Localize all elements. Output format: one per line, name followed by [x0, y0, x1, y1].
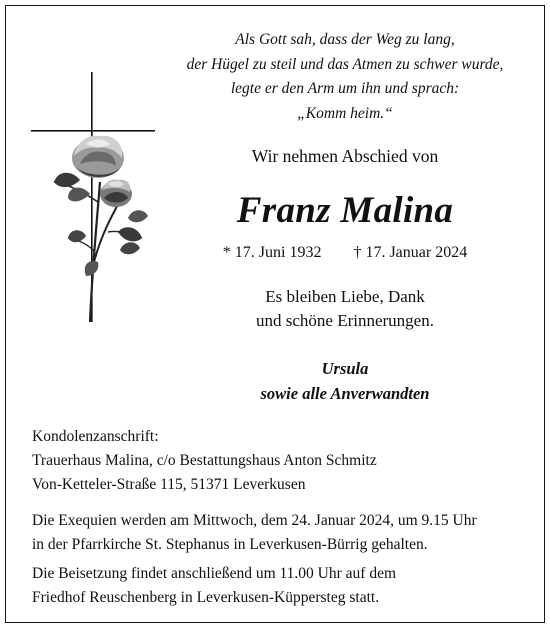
cross-with-roses-illustration — [28, 72, 158, 322]
mourners — [160, 356, 530, 406]
farewell-intro: Wir nehmen Abschied von — [251, 146, 439, 166]
exequies-line: Die Exequien werden am Mittwoch, dem 24. Januar 2024, um 9.15 Uhr — [32, 512, 477, 529]
poem-line: „Komm heim.“ — [297, 104, 393, 122]
mourner-line: Ursula — [321, 359, 369, 378]
mourner-line: sowie alle Anverwandten — [260, 384, 430, 403]
poem-line: legte er den Arm um ihn und sprach: — [230, 80, 460, 97]
remembrance-text — [160, 285, 530, 333]
burial-info — [32, 562, 532, 610]
condolence-address — [32, 425, 532, 497]
remembrance-line: Es bleiben Liebe, Dank — [265, 287, 425, 306]
deceased-name: Franz Malina — [236, 190, 454, 231]
burial-line: Friedhof Reuschenberg in Leverkusen-Küppersteg statt. — [32, 589, 380, 606]
birth-date: * 17. Juni 1932 — [222, 244, 322, 261]
condolence-line: Kondolenzanschrift: — [32, 428, 159, 445]
memorial-poem — [160, 28, 530, 126]
remembrance-line: und schöne Erinnerungen. — [256, 311, 434, 330]
exequies-line: in der Pfarrkirche St. Stephanus in Leverkusen-Bürrig gehalten. — [32, 536, 428, 553]
death-date: † 17. Januar 2024 — [353, 244, 468, 261]
poem-line: der Hügel zu steil und das Atmen zu schwer wurde, — [186, 55, 504, 73]
poem-line: Als Gott sah, dass der Weg zu lang, — [235, 31, 455, 48]
exequies-info — [32, 509, 532, 557]
rose-icon — [54, 136, 148, 322]
condolence-line: Trauerhaus Malina, c/o Bestattungshaus Anton Schmitz — [32, 452, 377, 469]
life-dates — [160, 244, 530, 262]
burial-line: Die Beisetzung findet anschließend um 11.00 Uhr auf dem — [32, 565, 397, 582]
condolence-line: Von-Ketteler-Straße 115, 51371 Leverkusen — [32, 476, 306, 493]
